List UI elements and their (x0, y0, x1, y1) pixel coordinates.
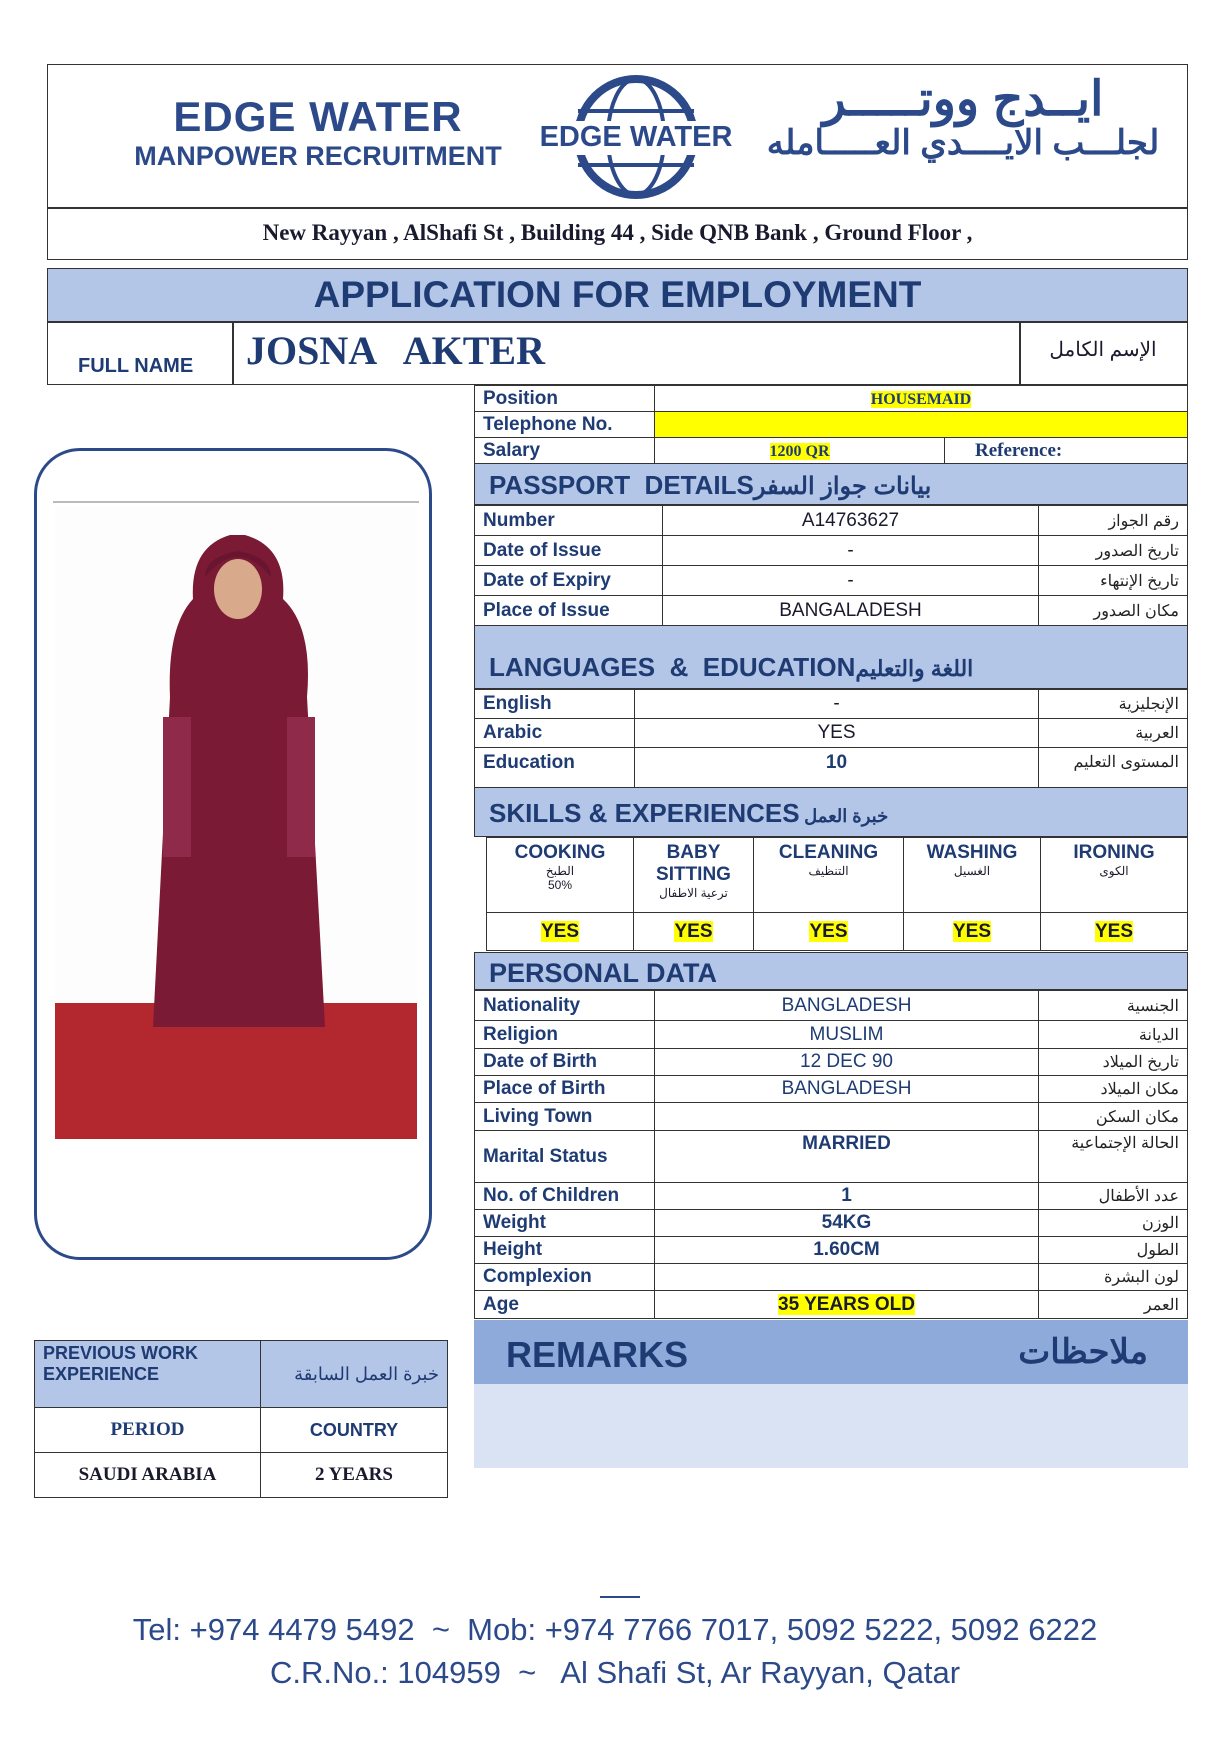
passport-table (474, 505, 1188, 626)
table-row: Complexion لون البشرة (475, 1264, 1188, 1291)
skills-table (486, 837, 1188, 951)
logo-text: EDGE WATER (539, 121, 733, 153)
skill-baby-sitting: BABY SITTING ترعية الاطفال (634, 838, 754, 913)
table-row: Place of Birth BANGLADESH مكان الميلاد (475, 1076, 1188, 1103)
salary-cell (655, 438, 945, 464)
remarks-heading (474, 1320, 1188, 1384)
table-row: Religion MUSLIM الديانة (475, 1021, 1188, 1049)
company-logo (536, 73, 736, 201)
skill-washing: WASHING الغسيل (904, 838, 1041, 913)
footer-address: C.R.No.: 104959 ~ Al Shafi St, Ar Rayyan, Qatar (269, 1655, 961, 1690)
company-address: New Rayyan , AlShafi St , Building 44 , Side QNB Bank , Ground Floor , (47, 208, 1188, 260)
table-row: Place of Issue BANGALADESH مكان الصدور (475, 596, 1188, 626)
salary-value: 1200 QR (769, 442, 830, 460)
table-row: Height 1.60CM الطول (475, 1237, 1188, 1264)
skill-value: YES (674, 920, 713, 942)
remarks-label-ar: ملاحظات (1018, 1333, 1148, 1371)
skill-value: YES (809, 920, 848, 942)
company-name-en (118, 93, 518, 172)
table-row: Education 10 المستوى التعليم (475, 748, 1188, 788)
languages-heading-en: LANGUAGES & EDUCATION (489, 652, 856, 682)
company-name-ar (748, 71, 1178, 163)
table-row: SAUDI ARABIA 2 YEARS (35, 1453, 448, 1498)
experience-col-period: PERIOD (35, 1408, 261, 1453)
full-name-label: FULL NAME (78, 355, 194, 377)
passport-heading-en: PASSPORT DETAILS (489, 470, 754, 500)
experience-table (34, 1340, 448, 1498)
remarks-label: REMARKS (506, 1334, 689, 1375)
full-name-value: JOSNA AKTER (246, 328, 545, 373)
company-name-ar-line2: لجلـــب الايــــدي العـــــامله (766, 124, 1160, 162)
table-row: Date of Birth 12 DEC 90 تاريخ الميلاد (475, 1049, 1188, 1076)
experience-col-country: COUNTRY (261, 1408, 448, 1453)
table-row: English - الإنجليزية (475, 690, 1188, 719)
full-name-label-ar: الإسم الكامل (1049, 339, 1157, 361)
footer-contact: Tel: +974 4479 5492 ~ Mob: +974 7766 7017, 5092 5222, 5092 6222 (132, 1612, 1098, 1647)
applicant-photo (55, 507, 417, 1139)
skill-value: YES (952, 920, 992, 942)
skills-heading (474, 787, 1188, 837)
company-header (47, 64, 1188, 208)
table-row: No. of Children 1 عدد الأطفال (475, 1183, 1188, 1210)
table-row: Date of Expiry - تاريخ الإنتهاء (475, 566, 1188, 596)
company-name-line2: MANPOWER RECRUITMENT (134, 141, 502, 171)
experience-heading: PREVIOUS WORK EXPERIENCE (35, 1341, 261, 1408)
table-row: Living Town مكان السكن (475, 1103, 1188, 1131)
age-value: 35 YEARS OLD (778, 1293, 915, 1315)
photo-frame (34, 448, 432, 1260)
passport-heading (474, 463, 1188, 505)
passport-number-value: A14763627 (663, 506, 1039, 536)
position-value: HOUSEMAID (870, 390, 972, 408)
passport-heading-ar: بيانات جواز السفر (753, 473, 932, 500)
remarks-body (474, 1384, 1188, 1468)
languages-heading-ar: اللغة والتعليم (855, 656, 974, 681)
full-name-row (47, 322, 1188, 385)
skills-heading-ar: خبرة العمل (804, 806, 889, 826)
personal-heading: PERSONAL DATA (474, 952, 1188, 990)
table-row: Marital Status MARRIED الحالة الإجتماعية (475, 1131, 1188, 1183)
position-cell (655, 386, 1188, 412)
skill-value: YES (540, 920, 580, 942)
page-title: APPLICATION FOR EMPLOYMENT (47, 268, 1188, 322)
company-name-line1: EDGE WATER (173, 93, 463, 140)
table-row: Number A14763627 رقم الجواز (475, 506, 1188, 536)
telephone-value (655, 412, 1188, 438)
personal-table (474, 990, 1188, 1319)
table-row: Weight 54KG الوزن (475, 1210, 1188, 1237)
table-row: Arabic YES العربية (475, 719, 1188, 748)
company-name-ar-line1: ايــدج ووتـــــر (822, 73, 1104, 126)
reference-label: Reference: (945, 438, 1188, 464)
job-table (474, 385, 1188, 464)
salary-label: Salary (475, 438, 655, 464)
telephone-label: Telephone No. (475, 412, 655, 438)
languages-table (474, 689, 1188, 788)
table-row: Date of Issue - تاريخ الصدور (475, 536, 1188, 566)
table-row: Nationality BANGLADESH الجنسية (475, 991, 1188, 1021)
skill-value: YES (1094, 920, 1134, 942)
position-label: Position (475, 386, 655, 412)
skills-heading-en: SKILLS & EXPERIENCES (489, 798, 800, 828)
table-row: Age 35 YEARS OLD العمر (475, 1291, 1188, 1319)
skill-ironing: IRONING الكوى (1041, 838, 1188, 913)
skill-cleaning: CLEANING التنظيف (754, 838, 904, 913)
experience-heading-ar: خبرة العمل السابقة (261, 1341, 448, 1408)
skill-cooking: COOKING الطبخ 50% (487, 838, 634, 913)
languages-heading (474, 625, 1188, 689)
